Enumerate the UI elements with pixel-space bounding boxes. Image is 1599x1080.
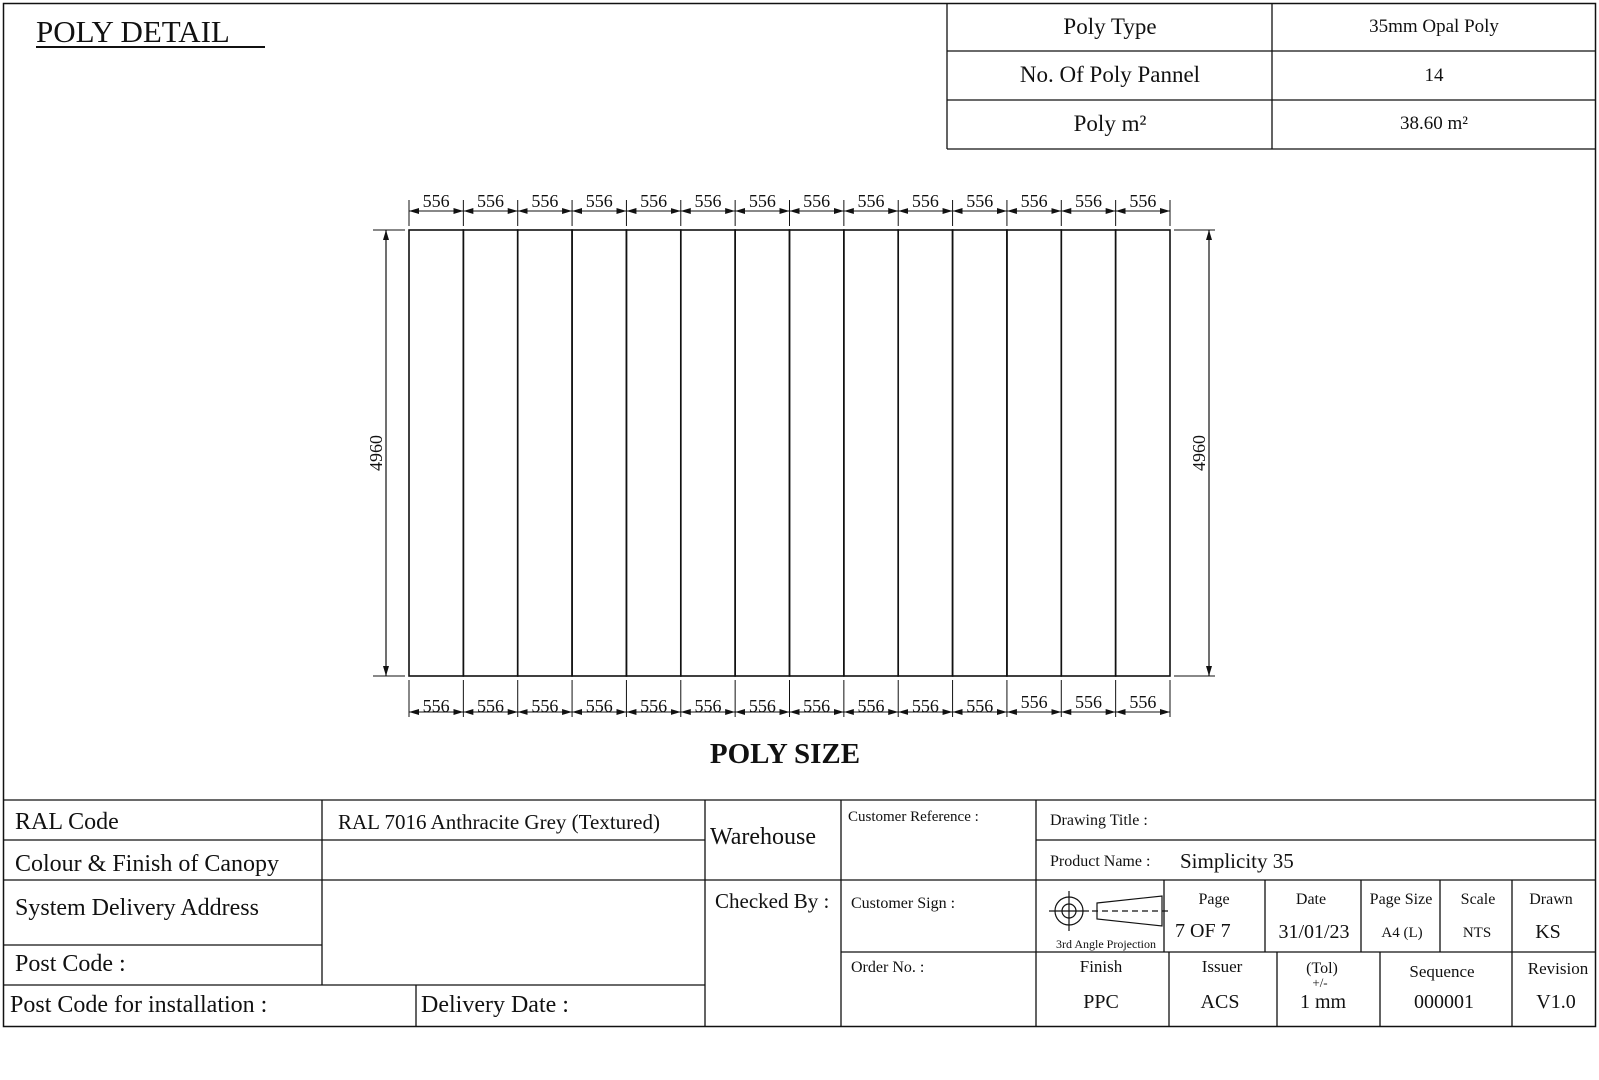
third-angle-projection-icon: [1049, 891, 1168, 931]
ral-code-value: RAL 7016 Anthracite Grey (Textured): [338, 810, 660, 834]
top-dimension-label: 556: [1074, 191, 1102, 211]
issuer-label: Issuer: [1201, 957, 1243, 976]
poly-panel: [898, 230, 952, 676]
poly-panel: [518, 230, 572, 676]
bottom-dimension-label: 556: [1129, 692, 1157, 712]
poly-panel-count-value: 14: [1424, 65, 1444, 86]
poly-size-caption: POLY SIZE: [709, 738, 861, 770]
drawing-title-field-label: Drawing Title :: [1050, 812, 1148, 829]
top-dimension-label: 556: [422, 191, 450, 211]
page-label: Page: [1198, 891, 1230, 908]
top-dimension-label: 556: [640, 191, 668, 211]
right-height-label: 4960: [1189, 435, 1209, 471]
dimension-annotations: [366, 191, 1215, 717]
bottom-dimension-label: 556: [911, 696, 939, 716]
poly-area-value: 38.60 m²: [1400, 113, 1468, 134]
drawn-label: Drawn: [1529, 891, 1573, 908]
top-dimension-label: 556: [1020, 191, 1048, 211]
bottom-dimension-label: 556: [1020, 692, 1048, 712]
finish-label: Finish: [1079, 957, 1123, 976]
projection-label: 3rd Angle Projection: [1056, 937, 1156, 951]
order-no-label: Order No. :: [851, 959, 925, 976]
poly-panel: [572, 230, 626, 676]
bottom-dimension-label: 556: [640, 696, 668, 716]
sequence-value: 000001: [1414, 991, 1474, 1013]
poly-panel-count-label: No. Of Poly Pannel: [1019, 62, 1201, 87]
checked-by-label: Checked By :: [715, 889, 830, 913]
product-name-label: Product Name :: [1050, 853, 1151, 870]
product-name-value: Simplicity 35: [1180, 849, 1294, 873]
tolerance-label: (Tol): [1306, 960, 1338, 977]
left-height-label: 4960: [366, 435, 386, 471]
top-dimension-label: 556: [585, 191, 613, 211]
bottom-dimension-label: 556: [694, 696, 722, 716]
bottom-dimension-label: 556: [531, 696, 559, 716]
poly-panel: [953, 230, 1007, 676]
poly-type-value: 35mm Opal Poly: [1369, 16, 1499, 37]
sequence-label: Sequence: [1409, 962, 1475, 981]
post-code-label: Post Code :: [15, 951, 126, 977]
issuer-value: ACS: [1200, 991, 1240, 1013]
bottom-dimension-label: 556: [966, 696, 994, 716]
post-code-installation-label: Post Code for installation :: [10, 992, 268, 1018]
tolerance-sub-label: +/-: [1312, 975, 1328, 990]
date-value: 31/01/23: [1278, 921, 1350, 943]
poly-panel: [790, 230, 844, 676]
customer-sign-label: Customer Sign :: [851, 895, 956, 912]
customer-reference-label: Customer Reference :: [848, 809, 979, 825]
tolerance-value: 1 mm: [1299, 991, 1347, 1013]
delivery-date-label: Delivery Date :: [421, 992, 569, 1018]
bottom-dimension-label: 556: [803, 696, 831, 716]
poly-panel: [409, 230, 463, 676]
bottom-dimension-label: 556: [422, 696, 450, 716]
poly-panel: [626, 230, 680, 676]
top-dimension-label: 556: [857, 191, 885, 211]
poly-panel: [463, 230, 517, 676]
poly-panel: [1007, 230, 1061, 676]
revision-label: Revision: [1527, 959, 1589, 978]
bottom-dimension-label: 556: [585, 696, 613, 716]
poly-panel: [844, 230, 898, 676]
page-value: 7 OF 7: [1175, 920, 1231, 942]
poly-panel-drawing: [409, 230, 1170, 676]
finish-value: PPC: [1083, 991, 1119, 1013]
poly-panel: [681, 230, 735, 676]
top-dimension-label: 556: [748, 191, 776, 211]
top-dimension-label: 556: [1129, 191, 1157, 211]
scale-value: NTS: [1462, 925, 1492, 941]
revision-value: V1.0: [1536, 991, 1576, 1013]
top-dimension-label: 556: [694, 191, 722, 211]
drawn-value: KS: [1535, 921, 1561, 943]
warehouse-label: Warehouse: [710, 824, 817, 850]
page-size-value: A4 (L): [1381, 925, 1423, 941]
bottom-dimension-label: 556: [477, 696, 505, 716]
date-label: Date: [1295, 891, 1327, 908]
poly-panel: [735, 230, 789, 676]
page-size-label: Page Size: [1369, 891, 1433, 908]
delivery-address-label: System Delivery Address: [15, 895, 259, 921]
poly-panel: [1061, 230, 1115, 676]
top-dimension-label: 556: [531, 191, 559, 211]
drawing-title: POLY DETAIL: [36, 14, 230, 49]
top-dimension-label: 556: [477, 191, 505, 211]
poly-panel: [1116, 230, 1170, 676]
top-dimension-label: 556: [911, 191, 939, 211]
colour-finish-label: Colour & Finish of Canopy: [15, 851, 280, 877]
ral-code-label: RAL Code: [15, 809, 119, 835]
scale-label: Scale: [1460, 891, 1496, 908]
bottom-dimension-label: 556: [857, 696, 885, 716]
bottom-dimension-label: 556: [1074, 692, 1102, 712]
top-dimension-label: 556: [803, 191, 831, 211]
poly-area-label: Poly m²: [1073, 111, 1147, 136]
top-dimension-label: 556: [966, 191, 994, 211]
poly-type-label: Poly Type: [1063, 14, 1157, 39]
bottom-dimension-label: 556: [748, 696, 776, 716]
